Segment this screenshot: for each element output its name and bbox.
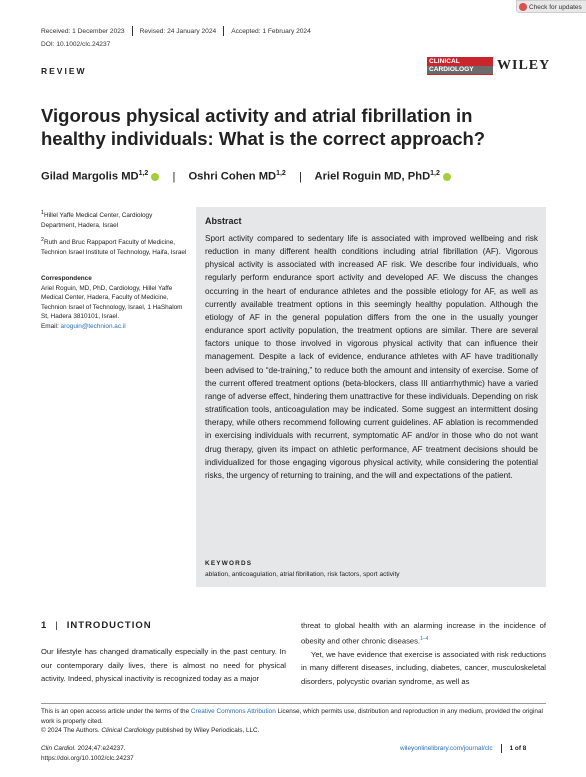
revised-date: Revised: 24 January 2024 [139,27,217,35]
correspondence [41,274,189,331]
section-divider: | [55,620,59,631]
section-label: REVIEW [41,66,87,76]
journal-logo [427,57,493,75]
divider [223,26,224,36]
abstract-text: Sport activity compared to sedentary life is associated with improved wellbeing and risk reduction in many different health conditions including atrial fibrillation (AF). Vigorous physical activity is associated with increased AF risk. We describe four individuals, who regularly perform endurance sport activity and developed AF. We discuss the changes occurring in the heart of endurance athletes and the possible etiology for AF, as well as currently available treatment options in this seemingly healthy population. Although the etiology of AF in the general population differs from the one in the usually younger endurance sport activity population, the treatment options are similar. There are several factors unique to those involved in vigorous physical activity that can influence their management. Despite a lack of evidence, endurance athletes with AF have traditionally been advised to “de-training,” to reduce both the amount and intensity of exercise. Some of the current offered treatment options (beta-blockers, class III antiarrhythmic) have a varied range of adverse effect, hindering them unattractive for these individuals. Depending on risk stratification tools, anticoagulation may be indicated. Some suggest an intermittent dosing therapy, while others recommend following current guidelines. AF ablation is recommended in exercising individuals with recurrent, symptomatic AF and/or in those who do not want drug therapy, given its impact on athletic performance, AF treatment decisions should be individualized for those engaging vigorous physical activity, while considering the potential risks, the urgency of returning to training, and the will and expectations of the patient. [205,234,538,480]
copyright-journal: Clinical Cardiology [101,727,155,734]
citation [41,744,134,764]
affiliation-2 [41,236,189,257]
citation-journal: Clin Cardiol [41,745,75,752]
received-date: Received: 1 December 2023 [41,27,125,35]
orcid-icon[interactable] [443,173,451,181]
citation-details: . 2024;47:e24237. [74,745,126,752]
paragraph-text: threat to global health with an alarming increase in the incidence of obesity and other chronic diseases. [301,621,546,646]
affiliation-1 [41,209,189,230]
affiliation-sup: 2 [41,237,44,243]
correspondence-heading: Correspondence [41,275,92,282]
citation-doi-link[interactable]: https://doi.org/10.1002/clc.24237 [41,755,134,762]
author-affil-sup: 1,2 [276,170,286,177]
section-heading [41,620,152,631]
footer-right [400,744,526,753]
email-link[interactable]: aroguin@technion.ac.il [60,322,126,330]
divider [132,26,133,36]
author-separator: | [172,170,176,183]
journal-site-link[interactable]: wileyonlinelibrary.com/journal/clc [400,745,493,753]
license-link[interactable]: Creative Commons Attribution [190,708,276,715]
publisher-logo: WILEY [497,58,551,73]
author-separator: | [298,170,302,183]
footer-divider [41,703,546,704]
email-label: Email: [41,322,61,330]
check-for-updates-badge[interactable] [516,0,586,13]
journal-logo-line2: CARDIOLOGY [427,66,493,74]
paragraph-text: Yet, we have evidence that exercise is associated with risk reductions in many different diseases, including, diabetes, cancer, musculoskeletal disorders, polycystic ovarian syndrome, as well as [301,649,546,686]
correspondence-text: Ariel Roguin, MD, PhD, Cardiology, Hillel Yaffe Medical Center, Hadera, Faculty of Medicine, Technion Israel of Technology, Israel, 1 HaShalom St, Hadera 3810101, Israel. [41,284,183,320]
copyright-text: © 2024 The Authors. [41,727,102,734]
keywords-heading: KEYWORDS [205,560,253,567]
author-name[interactable]: Ariel Roguin MD, PhD [314,170,431,183]
keywords-text: ablation, anticoagulation, atrial fibrillation, risk factors, sport activity [205,571,400,578]
check-for-updates-label: Check for updates [529,4,582,11]
section-title: INTRODUCTION [66,620,152,631]
section-number: 1 [41,620,48,631]
body-column-left: Our lifestyle has changed dramatically especially in the past century. In our contemporary daily lives, there is almost no need for physical activity. Indeed, physical inactivity is recognized today as a major [41,647,286,683]
license-text: This is an open access article under the terms of the [41,708,191,715]
license-notice [41,707,546,736]
affiliation-text: Ruth and Bruc Rappaport Faculty of Medicine, Technion Israel Institute of Technology, Haifa, Israel [41,239,187,256]
author-name[interactable]: Gilad Margolis MD [41,170,139,183]
journal-logo-line1: CLINICAL [429,58,460,65]
doi: DOI: 10.1002/clc.24237 [41,41,111,48]
page-number: 1 of 8 [509,745,527,753]
article-title: Vigorous physical activity and atrial fibrillation in healthy individuals: What is the correct approach? [41,105,486,149]
divider [501,744,502,753]
body-column-right [301,619,546,688]
affiliation-sup: 1 [41,210,44,216]
copyright-text: published by Wiley Periodicals, LLC. [154,727,260,734]
orcid-icon[interactable] [151,173,159,181]
author-affil-sup: 1,2 [138,170,149,177]
author-name[interactable]: Oshri Cohen MD [188,170,277,183]
author-affil-sup: 1,2 [430,170,440,177]
abstract-heading: Abstract [205,216,242,226]
affiliation-text: Hillel Yaffe Medical Center, Cardiology Department, Hadera, Israel [41,212,153,229]
license-text: License, which permits use, distribution and reproduction in any medium, provided the original work is properly cited. [41,708,543,725]
accepted-date: Accepted: 1 February 2024 [231,27,311,35]
reference-link[interactable]: 1–4 [420,635,429,642]
update-icon [519,3,527,11]
article-dates [41,26,311,36]
author-list [41,170,451,183]
